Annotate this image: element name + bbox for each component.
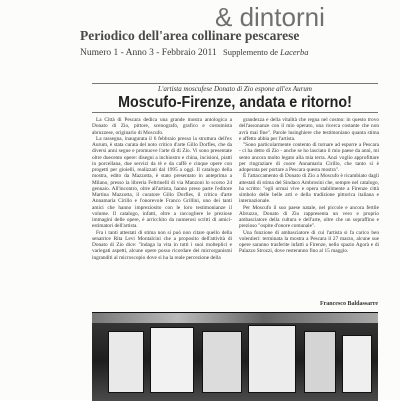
- artwork-frame: [108, 331, 144, 393]
- artwork-frame: [202, 331, 242, 393]
- photo-ceiling-light: [92, 313, 378, 323]
- artwork-frame: [150, 327, 194, 393]
- article-kicker: L'artista moscufese Donato di Zio espone all'ex Aurum: [158, 85, 312, 93]
- article-paragraph: La Città di Pescara dedica una grande mostra antologica a Donato di Zio, pittore, scenografo, grafico e costumista abruzzese, originario di Moscufo.: [92, 117, 232, 136]
- artwork-frame: [342, 335, 372, 393]
- masthead-subtitle: & dintorni: [215, 2, 325, 32]
- article-headline: Moscufo-Firenze, andata e ritorno!: [118, 94, 352, 111]
- article-paragraph: "Sono particolarmente contento di tornare ad esporre a Pescara - ci ha detto di Zio - anche se ho lasciato il mio paese da anni, mi sento ancora molto legato alla mia terra. Anzi voglio approfittare per ringraziare di cuore Annamaria Cirillo, che tanto si è adoperata per portare a Pescara questa mostra".: [239, 142, 379, 173]
- artwork-frame: [248, 325, 296, 393]
- issue-number: Numero 1 - Anno 3 - Febbraio 2011: [80, 48, 217, 58]
- article-paragraph: Una funzione di ambasciatore di cui l'artista si fa carico ben volentieri: terminata la mostra a Pescara il 27 marzo, alcune sue opere saranno trasferite infatti a Firenze, nello spazio Agorà e di Palazzo Strozzi, dove resteranno fino al 15 maggio.: [239, 229, 379, 255]
- headline-rule: [92, 112, 378, 113]
- article-paragraph: Per Moscufo il suo paese natale, nel piccole e ancora fertile Abruzzo, Donato di Zio rappresenta un vero e proprio ambasciatore della cultura e dell'arte, oltre che un sopraffino e prezioso "ospite d'onore comunale".: [239, 204, 379, 230]
- article-paragraph: Fra i tanti attestati di stima non si può non citare quello della senatrice Rita Levi Montalcini che a proposito dell'attività di Donato di Zio dice: "indaga la vita in tutti i suoi molteplici e variegati aspetti, alcune opere posso ricordare dei microrganismi ingranditi al microscopio dove si ha la reale percezione della: [92, 229, 232, 261]
- supplement-name: Lacerba: [280, 47, 309, 57]
- article-paragraph: La rassegna, inaugurata il 6 febbraio presso la struttura dell'ex Aurum, è stata curata del noto critico d'arte Gillo Dorfles, che da diversi anni segue e promuove l'arte di di Zio. Vi sono presentate oltre duecento opere: disegni a inchiostro e china, incisioni, piatti in porcellana, due servizi da tè e da caffè e cinque opere con progetti per gioielli, realizzati dal 1995 a oggi. Il catalogo della mostra, edito da Mazzotta, è stato presentato in anteprima a Milano, presso la libreria Feltrinelli di via Manzoni lo scorso 24 gennaio. All'incontro, oltre all'artista, hanno preso parte l'editore Martina Mazzotta, il curatore Gillo Dorfles, il critico d'arte Annamaria Cirillo e l'onorevole Franco Grillini, uno dei tanti amici che hanno impreziosito con le loro testimonianze il volume. Il catalogo, infatti, oltre a raccogliere le preziose immagini delle opere, è arricchito da numerosi scritti di amici-estimatori dell'artista.: [92, 135, 232, 230]
- article-paragraph: È l'attaccamento di Donato di Zio a Moscufo è ricambiato dagli attestati di stima del Sindaco Ambrosini che, sempre nel catalogo, ha scritto: "egli ormai vive e opera stabilmente a Firenze città simbolo delle belle arti e della tradizione pittorica italiana e internazionale.: [239, 173, 379, 205]
- issue-line: [80, 48, 400, 59]
- article-column-left: [92, 117, 232, 307]
- article-paragraph: grandezza e della vitalità che regna nel cosmo: in questo trovo dell'assonanze con il mio operato, una ricerca costante che non avrà mai fine". Parole lusinghiere che testimoniano quanta stima e affetto abbia per l'artista.: [239, 117, 379, 142]
- article-signature: Francesco Baldassarre: [319, 301, 378, 307]
- supplement-label: [223, 47, 308, 57]
- article-column-right: [239, 117, 379, 299]
- exhibition-photo: [92, 312, 378, 401]
- artwork-frame: [304, 331, 336, 393]
- periodical-description: Periodico dell'area collinare pescarese: [80, 28, 300, 43]
- supplement-prefix: Supplemento de: [222, 47, 278, 57]
- top-rule: [92, 83, 378, 84]
